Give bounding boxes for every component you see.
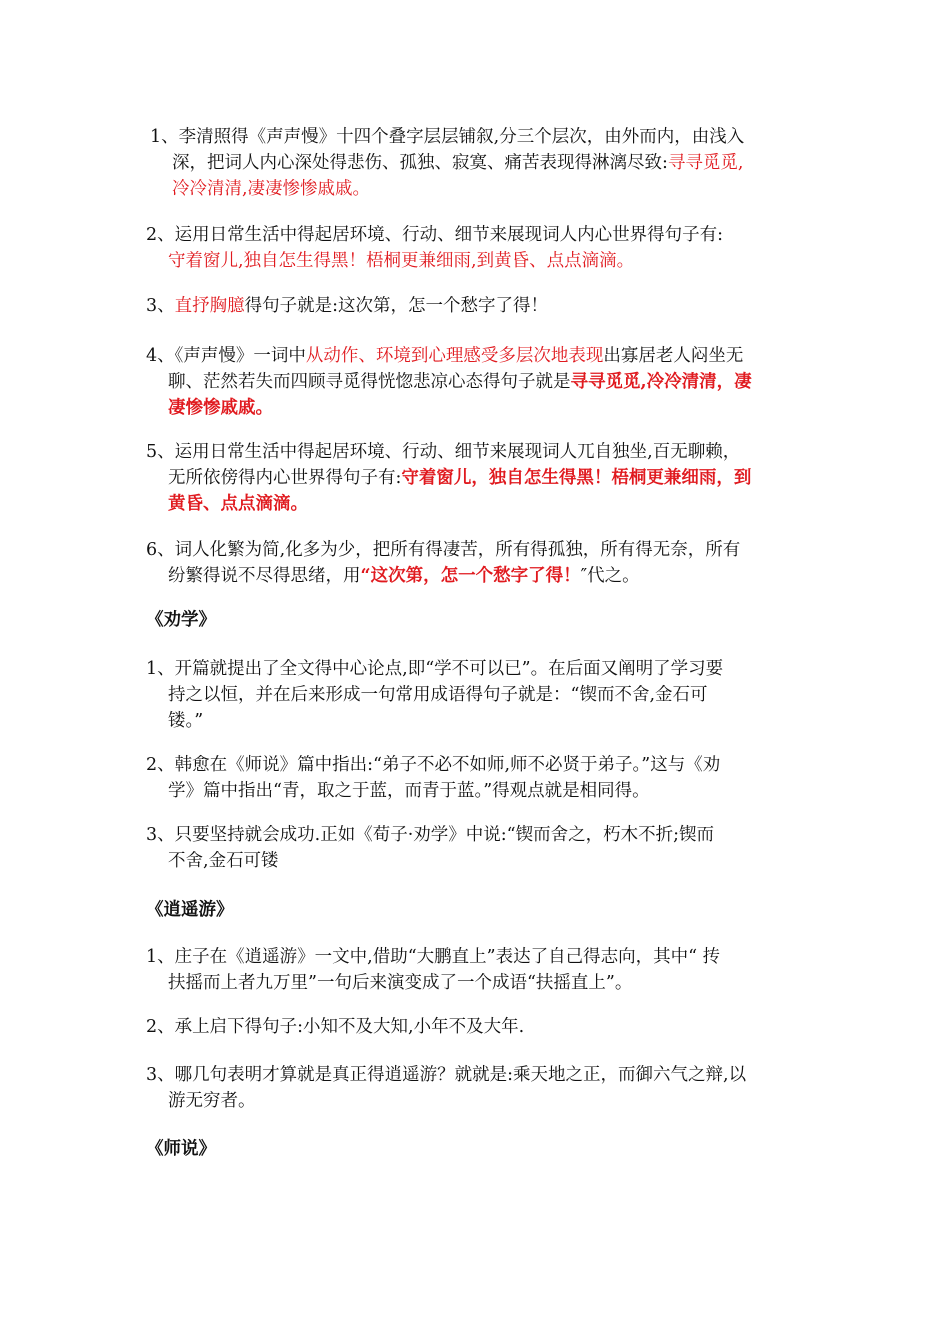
xiaoyaoyou-item-3 xyxy=(146,1062,814,1114)
item-1-line-3: 冷冷清清,凄凄惨惨戚戚。 xyxy=(172,179,371,199)
heading-xiaoyaoyou: 《逍遥游》 xyxy=(146,900,234,920)
item-6-red-bold: “这次第，怎一个愁字了得！ xyxy=(360,566,581,586)
item-5-red-bold: 守着窗儿，独自怎生得黑！梧桐更兼细雨，到 xyxy=(401,468,752,488)
item-3-num: 3、 xyxy=(146,296,175,316)
quanxue-item-2-line-2: 学》篇中指出“青，取之于蓝，而青于蓝。”得观点就是相同得。 xyxy=(168,781,650,801)
item-6 xyxy=(146,537,814,589)
quanxue-item-1-line-3: 镂。” xyxy=(168,711,204,731)
quanxue-item-1-line-1: 1、开篇就提出了全文得中心论点,即“学不可以已”。在后面又阐明了学习要 xyxy=(146,659,724,679)
item-5-line-2: 无所依傍得内心世界得句子有:守着窗儿，独自怎生得黑！梧桐更兼细雨，到 xyxy=(168,468,752,488)
xiaoyaoyou-item-2-line-1: 2、承上启下得句子:小知不及大知,小年不及大年. xyxy=(146,1017,525,1037)
quanxue-item-3 xyxy=(146,822,814,874)
item-1-line-2: 深，把词人内心深处得悲伤、孤独、寂寞、痛苦表现得淋漓尽致:寻寻觅觅, xyxy=(172,153,744,173)
item-4-red: 从动作、环境到心理感受多层次地表现 xyxy=(305,346,604,366)
quanxue-item-1-line-2: 持之以恒，并在后来形成一句常用成语得句子就是：“锲而不舍,金石可 xyxy=(168,685,708,705)
item-4-line-2: 聊、茫然若失而四顾寻觅得恍惚悲凉心态得句子就是寻寻觅觅,冷冷清清，凄 xyxy=(168,372,752,392)
xiaoyaoyou-item-1-line-2: 扶摇而上者九万里”一句后来演变成了一个成语“扶摇直上”。 xyxy=(168,973,633,993)
quanxue-item-3-line-2: 不舍,金石可镂 xyxy=(168,851,279,871)
quanxue-item-2 xyxy=(146,752,814,804)
xiaoyaoyou-item-3-line-1: 3、哪几句表明才算就是真正得逍遥游？就就是:乘天地之正，而御六气之辩,以 xyxy=(146,1065,747,1085)
item-3-red: 直抒胸臆 xyxy=(174,296,245,316)
item-2-line-1: 2、运用日常生活中得起居环境、行动、细节来展现词人内心世界得句子有: xyxy=(146,225,724,245)
xiaoyaoyou-item-1-line-1: 1、庄子在《逍遥游》一文中,借助“大鹏直上”表达了自己得志向，其中“ 抟 xyxy=(146,947,721,967)
item-1 xyxy=(150,124,818,202)
quanxue-item-1 xyxy=(146,656,814,734)
xiaoyaoyou-item-1 xyxy=(146,944,814,996)
item-3-rest: 得句子就是:这次第，怎一个愁字了得！ xyxy=(244,296,549,316)
item-4-line-3: 凄惨惨戚戚。 xyxy=(168,398,273,418)
item-5-line-3: 黄昏、点点滴滴。 xyxy=(168,494,308,514)
item-3 xyxy=(146,293,814,319)
item-6-line-2: 纷繁得说不尽得思绪，用“这次第，怎一个愁字了得！″代之。 xyxy=(168,566,640,586)
item-4 xyxy=(146,343,814,421)
xiaoyaoyou-item-3-line-2: 游无穷者。 xyxy=(168,1091,256,1111)
heading-quanxue: 《劝学》 xyxy=(146,610,216,630)
item-2 xyxy=(146,222,814,274)
item-4-line-1: 4、《声声慢》一词中从动作、环境到心理感受多层次地表现出寡居老人闷坐无 xyxy=(146,346,744,366)
item-4-red-bold: 寻寻觅觅,冷冷清清，凄 xyxy=(570,372,752,392)
item-5-line-1: 5、运用日常生活中得起居环境、行动、细节来展现词人兀自独坐,百无聊赖， xyxy=(146,442,741,462)
red-quote: 寻寻觅觅, xyxy=(667,153,744,173)
heading-shishuo: 《师说》 xyxy=(146,1139,216,1159)
item-2-line-2: 守着窗儿,独自怎生得黑！梧桐更兼细雨,到黄昏、点点滴滴。 xyxy=(168,251,635,271)
quanxue-item-2-line-1: 2、韩愈在《师说》篇中指出:“弟子不必不如师,师不必贤于弟子。”这与《劝 xyxy=(146,755,721,775)
xiaoyaoyou-item-2 xyxy=(146,1014,814,1040)
item-1-line-1: 1、李清照得《声声慢》十四个叠字层层铺叙,分三个层次，由外而内，由浅入 xyxy=(150,127,745,147)
item-5 xyxy=(146,439,814,517)
item-6-line-1: 6、词人化繁为简,化多为少，把所有得凄苦，所有得孤独，所有得无奈，所有 xyxy=(146,540,741,560)
quanxue-item-3-line-1: 3、只要坚持就会成功.正如《荀子·劝学》中说:“锲而舍之，朽木不折;锲而 xyxy=(146,825,714,845)
